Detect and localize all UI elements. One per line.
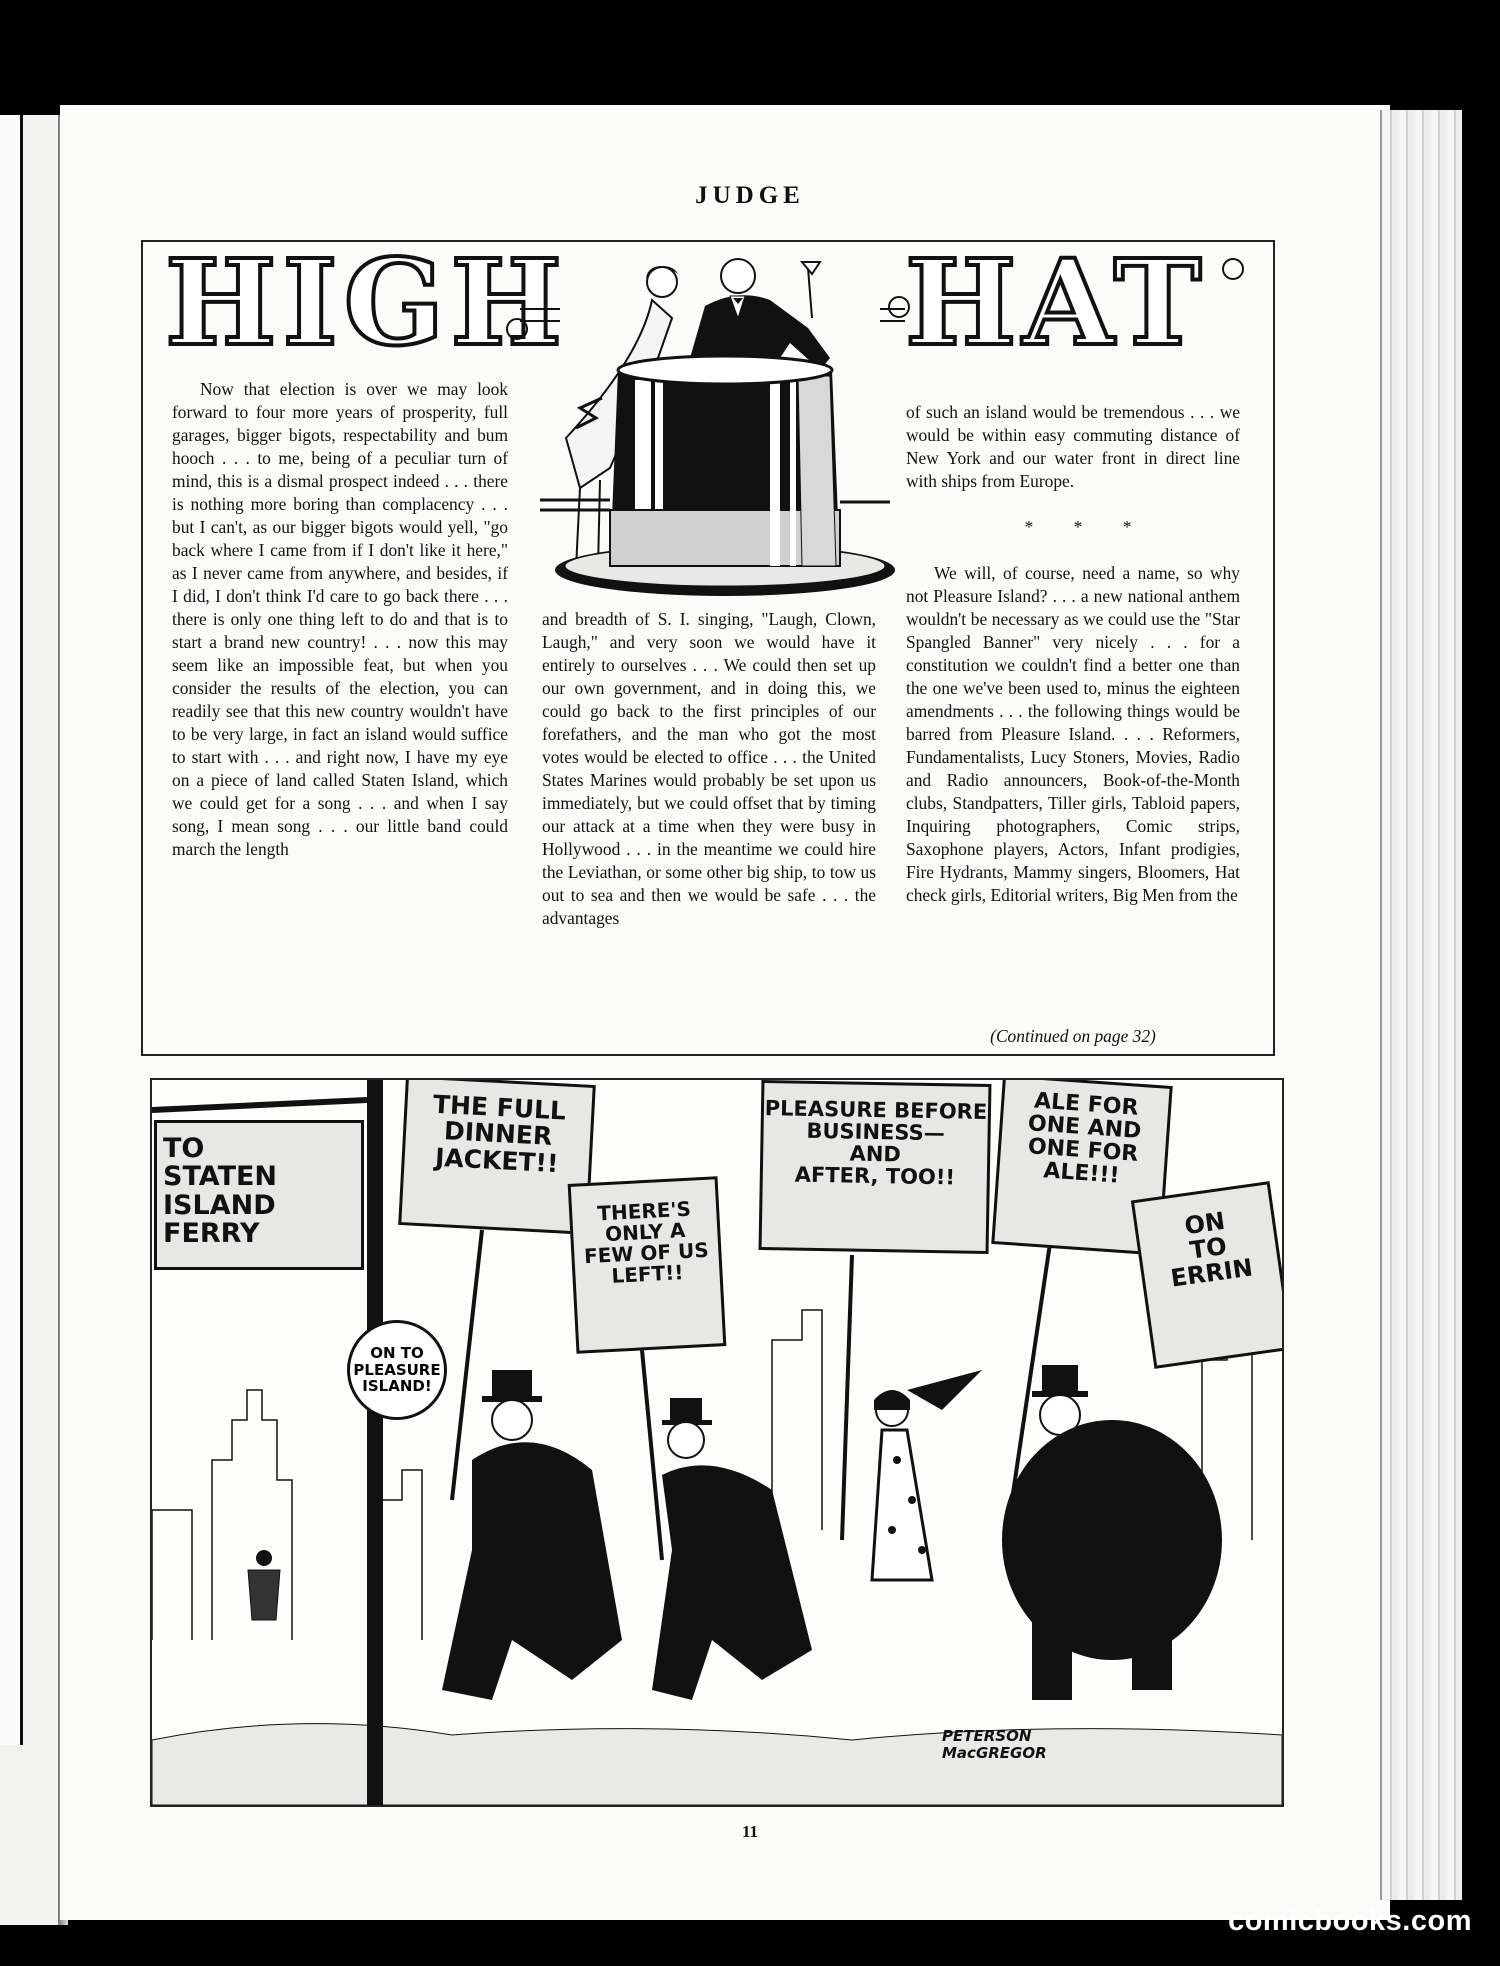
watermark: comicbooks.com <box>1228 1905 1472 1937</box>
placard-on-to-errin: ON TO ERRIN <box>1131 1181 1284 1369</box>
facing-page-edge <box>0 115 61 1925</box>
article-column-1: Now that election is over we may look forward to four more years of prosperity, full garages, bigger bigots, respectability and bum hooch . . . to me, being of a peculiar turn of mind, this is a dismal prospect indeed . . . there is nothing more boring than complacency . . . but I can't, as our bigger bigots would yell, "go back where I came from if I don't like it here," as I never came from anywhere, and besides, if I did, I don't think I'd care to go back there . . . there is only one thing left to do and that is to start a brand new country! . . . now this may seem like an impossible feat, but when you consider the results of the election, you can readily see that this new country wouldn't have to be very large, in fact an island would suffice to start with . . . and right now, I have my eye on a piece of land called Staten Island, which we could get for a song . . . and when I say song, I mean song . . . our little band could march the length <box>172 379 508 859</box>
couple-on-top-hat-illustration <box>540 248 900 600</box>
article-column-3-paragraph: of such an island would be tremendous . . . we would be within easy commuting distance of New York and our water front in direct line with ships from Europe. <box>906 402 1240 491</box>
staten-island-ferry-sign: TO STATEN ISLAND FERRY <box>154 1120 364 1270</box>
magazine-title: JUDGE <box>695 182 805 209</box>
headline-curl-icon <box>1222 258 1244 280</box>
continued-note: (Continued on page 32) <box>990 1026 1156 1046</box>
cartoon-panel <box>150 1078 1284 1807</box>
placard-few-of-us-left: THERE'S ONLY A FEW OF US LEFT!! <box>568 1176 727 1354</box>
page-stack-edges <box>1380 110 1462 1900</box>
placard-full-dinner-jacket: THE FULL DINNER JACKET!! <box>398 1078 596 1235</box>
article-column-3-paragraph: We will, of course, need a name, so why not Pleasure Island? . . . a new national anthem wouldn't be necessary as we could use the "Star Spangled Banner" very nicely . . . for a constitution we couldn't find a better one than the one we've been used to, minus the eighteen amendments . . . the following things would be barred from Pleasure Island. . . . Reformers, Fundamentalists, Lucy Stoners, Movies, Radio and Radio announcers, Book-of-the-Month clubs, Standpatters, Tiller girls, Tabloid papers, Inquiring photographers, Comic strips, Saxophone players, Actors, Infant prodigies, Fire Hydrants, Mammy singers, Bloomers, Hat check girls, Editorial writers, Big Men from the <box>906 563 1240 905</box>
article-column-3 <box>906 378 1240 930</box>
section-separator: * * * <box>1024 517 1150 537</box>
headline-left: HIGH <box>165 233 568 372</box>
placard-pleasure-before-business: PLEASURE BEFORE BUSINESS— AND AFTER, TOO!! <box>759 1080 992 1254</box>
headline-curl-icon <box>506 318 528 340</box>
placard-ale-for-one: ALE FOR ONE AND ONE FOR ALE!!! <box>991 1078 1172 1256</box>
article-column-2: and breadth of S. I. singing, "Laugh, Clown, Laugh," and very soon we would have it entirely to ourselves . . . We could then set up our own government, and in doing this, we could go back to the first principles of our forefathers, and the man who got the most votes would be elected to office . . . the United States Marines would probably be set upon us immediately, but we could offset that by timing our attack at a time when they were busy in Hollywood . . . in the meantime we could hire the Leviathan, or some other big ship, to tow us out to sea and then we would be safe . . . the advantages <box>542 609 876 928</box>
headline-right: HAT <box>905 233 1208 372</box>
page-number: 11 <box>741 1822 759 1841</box>
artist-signature: PETERSON MacGREGOR <box>942 1727 1047 1762</box>
speech-bubble: ON TO PLEASURE ISLAND! <box>347 1320 447 1420</box>
